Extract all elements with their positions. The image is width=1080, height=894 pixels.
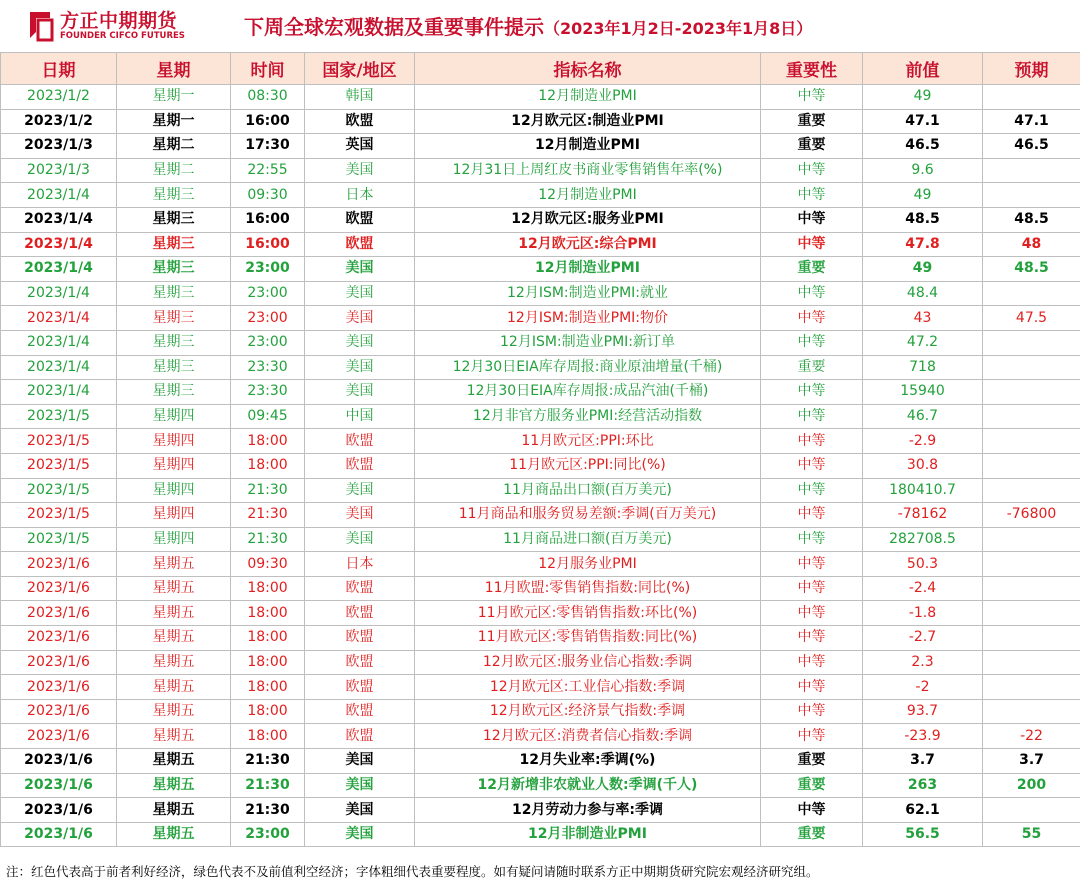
previous-value-cell: 49 bbox=[863, 257, 983, 282]
table-header-row bbox=[1, 53, 1080, 85]
time-cell: 18:00 bbox=[231, 576, 305, 601]
indicator-cell: 12月制造业PMI bbox=[415, 85, 761, 110]
weekday-cell: 星期五 bbox=[117, 576, 231, 601]
previous-value-cell: -2.7 bbox=[863, 626, 983, 651]
table-row bbox=[1, 257, 1080, 282]
previous-value-cell: 30.8 bbox=[863, 453, 983, 478]
indicator-cell: 12月欧元区:综合PMI bbox=[415, 232, 761, 257]
date-cell: 2023/1/2 bbox=[1, 85, 117, 110]
region-cell: 美国 bbox=[305, 330, 415, 355]
weekday-cell: 星期五 bbox=[117, 601, 231, 626]
forecast-value-cell bbox=[983, 183, 1080, 208]
region-cell: 日本 bbox=[305, 183, 415, 208]
region-cell: 美国 bbox=[305, 503, 415, 528]
previous-value-cell: 43 bbox=[863, 306, 983, 331]
region-cell: 欧盟 bbox=[305, 626, 415, 651]
importance-cell: 中等 bbox=[761, 85, 863, 110]
indicator-cell: 12月31日上周红皮书商业零售销售年率(%) bbox=[415, 158, 761, 183]
table-row bbox=[1, 822, 1080, 847]
forecast-value-cell: 48.5 bbox=[983, 257, 1080, 282]
founder-logo-icon bbox=[28, 8, 54, 42]
indicator-cell: 12月欧元区:制造业PMI bbox=[415, 109, 761, 134]
col-header-date: 日期 bbox=[1, 53, 117, 85]
forecast-value-cell bbox=[983, 453, 1080, 478]
weekday-cell: 星期四 bbox=[117, 404, 231, 429]
importance-cell: 中等 bbox=[761, 158, 863, 183]
forecast-value-cell bbox=[983, 380, 1080, 405]
importance-cell: 中等 bbox=[761, 330, 863, 355]
forecast-value-cell bbox=[983, 650, 1080, 675]
date-cell: 2023/1/5 bbox=[1, 503, 117, 528]
time-cell: 21:30 bbox=[231, 478, 305, 503]
previous-value-cell: -78162 bbox=[863, 503, 983, 528]
date-cell: 2023/1/4 bbox=[1, 330, 117, 355]
date-cell: 2023/1/6 bbox=[1, 626, 117, 651]
indicator-cell: 12月非制造业PMI bbox=[415, 822, 761, 847]
forecast-value-cell bbox=[983, 576, 1080, 601]
importance-cell: 中等 bbox=[761, 798, 863, 823]
indicator-cell: 11月商品出口额(百万美元) bbox=[415, 478, 761, 503]
importance-cell: 中等 bbox=[761, 306, 863, 331]
indicator-cell: 12月制造业PMI bbox=[415, 257, 761, 282]
indicator-cell: 12月制造业PMI bbox=[415, 134, 761, 159]
time-cell: 16:00 bbox=[231, 207, 305, 232]
forecast-value-cell: 46.5 bbox=[983, 134, 1080, 159]
forecast-value-cell bbox=[983, 675, 1080, 700]
previous-value-cell: 93.7 bbox=[863, 699, 983, 724]
previous-value-cell: -1.8 bbox=[863, 601, 983, 626]
date-cell: 2023/1/3 bbox=[1, 158, 117, 183]
date-cell: 2023/1/6 bbox=[1, 650, 117, 675]
region-cell: 欧盟 bbox=[305, 699, 415, 724]
time-cell: 21:30 bbox=[231, 749, 305, 774]
importance-cell: 中等 bbox=[761, 724, 863, 749]
table-row bbox=[1, 478, 1080, 503]
importance-cell: 中等 bbox=[761, 183, 863, 208]
indicator-cell: 11月商品和服务贸易差额:季调(百万美元) bbox=[415, 503, 761, 528]
table-row bbox=[1, 158, 1080, 183]
time-cell: 09:45 bbox=[231, 404, 305, 429]
previous-value-cell: 2.3 bbox=[863, 650, 983, 675]
region-cell: 韩国 bbox=[305, 85, 415, 110]
date-cell: 2023/1/4 bbox=[1, 306, 117, 331]
indicator-cell: 12月30日EIA库存周报:商业原油增量(千桶) bbox=[415, 355, 761, 380]
weekday-cell: 星期一 bbox=[117, 85, 231, 110]
table-row bbox=[1, 330, 1080, 355]
time-cell: 21:30 bbox=[231, 773, 305, 798]
region-cell: 欧盟 bbox=[305, 453, 415, 478]
indicator-cell: 11月商品进口额(百万美元) bbox=[415, 527, 761, 552]
importance-cell: 中等 bbox=[761, 453, 863, 478]
importance-cell: 中等 bbox=[761, 552, 863, 577]
previous-value-cell: 49 bbox=[863, 183, 983, 208]
events-table bbox=[0, 52, 1080, 847]
previous-value-cell: 48.5 bbox=[863, 207, 983, 232]
previous-value-cell: 46.5 bbox=[863, 134, 983, 159]
date-cell: 2023/1/4 bbox=[1, 380, 117, 405]
indicator-cell: 11月欧元区:PPI:环比 bbox=[415, 429, 761, 454]
weekday-cell: 星期五 bbox=[117, 798, 231, 823]
table-row bbox=[1, 650, 1080, 675]
date-cell: 2023/1/2 bbox=[1, 109, 117, 134]
importance-cell: 中等 bbox=[761, 380, 863, 405]
forecast-value-cell: 3.7 bbox=[983, 749, 1080, 774]
indicator-cell: 12月欧元区:经济景气指数:季调 bbox=[415, 699, 761, 724]
weekday-cell: 星期五 bbox=[117, 626, 231, 651]
date-cell: 2023/1/4 bbox=[1, 232, 117, 257]
importance-cell: 重要 bbox=[761, 109, 863, 134]
indicator-cell: 12月30日EIA库存周报:成品汽油(千桶) bbox=[415, 380, 761, 405]
forecast-value-cell: -76800 bbox=[983, 503, 1080, 528]
forecast-value-cell: 48.5 bbox=[983, 207, 1080, 232]
indicator-cell: 12月非官方服务业PMI:经营活动指数 bbox=[415, 404, 761, 429]
indicator-cell: 12月失业率:季调(%) bbox=[415, 749, 761, 774]
table-row bbox=[1, 576, 1080, 601]
header bbox=[0, 0, 1080, 52]
forecast-value-cell bbox=[983, 699, 1080, 724]
table-row bbox=[1, 355, 1080, 380]
indicator-cell: 12月服务业PMI bbox=[415, 552, 761, 577]
weekday-cell: 星期三 bbox=[117, 330, 231, 355]
weekday-cell: 星期三 bbox=[117, 281, 231, 306]
forecast-value-cell bbox=[983, 626, 1080, 651]
col-header-weekday: 星期 bbox=[117, 53, 231, 85]
table-row bbox=[1, 601, 1080, 626]
date-cell: 2023/1/6 bbox=[1, 576, 117, 601]
previous-value-cell: 9.6 bbox=[863, 158, 983, 183]
col-header-previous: 前值 bbox=[863, 53, 983, 85]
indicator-cell: 12月欧元区:消费者信心指数:季调 bbox=[415, 724, 761, 749]
table-row bbox=[1, 183, 1080, 208]
time-cell: 17:30 bbox=[231, 134, 305, 159]
time-cell: 18:00 bbox=[231, 650, 305, 675]
region-cell: 欧盟 bbox=[305, 109, 415, 134]
forecast-value-cell bbox=[983, 429, 1080, 454]
time-cell: 23:30 bbox=[231, 355, 305, 380]
time-cell: 22:55 bbox=[231, 158, 305, 183]
date-cell: 2023/1/5 bbox=[1, 478, 117, 503]
importance-cell: 中等 bbox=[761, 601, 863, 626]
date-cell: 2023/1/4 bbox=[1, 281, 117, 306]
weekday-cell: 星期三 bbox=[117, 257, 231, 282]
weekday-cell: 星期三 bbox=[117, 306, 231, 331]
date-cell: 2023/1/5 bbox=[1, 404, 117, 429]
weekday-cell: 星期五 bbox=[117, 724, 231, 749]
importance-cell: 中等 bbox=[761, 207, 863, 232]
weekday-cell: 星期五 bbox=[117, 552, 231, 577]
importance-cell: 中等 bbox=[761, 527, 863, 552]
date-cell: 2023/1/6 bbox=[1, 773, 117, 798]
brand-logo bbox=[28, 6, 188, 46]
time-cell: 23:00 bbox=[231, 257, 305, 282]
date-cell: 2023/1/6 bbox=[1, 822, 117, 847]
indicator-cell: 11月欧元区:零售销售指数:环比(%) bbox=[415, 601, 761, 626]
table-row bbox=[1, 306, 1080, 331]
region-cell: 欧盟 bbox=[305, 232, 415, 257]
region-cell: 欧盟 bbox=[305, 429, 415, 454]
time-cell: 23:30 bbox=[231, 380, 305, 405]
forecast-value-cell bbox=[983, 478, 1080, 503]
forecast-value-cell bbox=[983, 527, 1080, 552]
region-cell: 美国 bbox=[305, 478, 415, 503]
forecast-value-cell: 55 bbox=[983, 822, 1080, 847]
previous-value-cell: -2 bbox=[863, 675, 983, 700]
footnote: 注：红色代表高于前者利好经济，绿色代表不及前值利空经济；字体粗细代表重要程度。如有疑问请随时联系方正中期期货研究院宏观经济研究组。 bbox=[6, 864, 819, 879]
time-cell: 18:00 bbox=[231, 626, 305, 651]
date-cell: 2023/1/6 bbox=[1, 675, 117, 700]
importance-cell: 中等 bbox=[761, 478, 863, 503]
region-cell: 美国 bbox=[305, 306, 415, 331]
time-cell: 23:00 bbox=[231, 330, 305, 355]
weekday-cell: 星期四 bbox=[117, 503, 231, 528]
weekday-cell: 星期三 bbox=[117, 232, 231, 257]
table-row bbox=[1, 232, 1080, 257]
weekday-cell: 星期五 bbox=[117, 749, 231, 774]
time-cell: 16:00 bbox=[231, 109, 305, 134]
forecast-value-cell: 48 bbox=[983, 232, 1080, 257]
forecast-value-cell: -22 bbox=[983, 724, 1080, 749]
previous-value-cell: -23.9 bbox=[863, 724, 983, 749]
col-header-forecast: 预期 bbox=[983, 53, 1080, 85]
region-cell: 美国 bbox=[305, 527, 415, 552]
time-cell: 09:30 bbox=[231, 183, 305, 208]
time-cell: 21:30 bbox=[231, 503, 305, 528]
weekday-cell: 星期二 bbox=[117, 134, 231, 159]
importance-cell: 重要 bbox=[761, 822, 863, 847]
table-row bbox=[1, 134, 1080, 159]
previous-value-cell: 49 bbox=[863, 85, 983, 110]
table-row bbox=[1, 85, 1080, 110]
weekday-cell: 星期四 bbox=[117, 527, 231, 552]
region-cell: 欧盟 bbox=[305, 601, 415, 626]
previous-value-cell: 46.7 bbox=[863, 404, 983, 429]
time-cell: 18:00 bbox=[231, 453, 305, 478]
region-cell: 美国 bbox=[305, 822, 415, 847]
time-cell: 18:00 bbox=[231, 675, 305, 700]
table-row bbox=[1, 626, 1080, 651]
importance-cell: 中等 bbox=[761, 576, 863, 601]
weekday-cell: 星期五 bbox=[117, 699, 231, 724]
weekday-cell: 星期五 bbox=[117, 773, 231, 798]
importance-cell: 中等 bbox=[761, 503, 863, 528]
col-header-importance: 重要性 bbox=[761, 53, 863, 85]
importance-cell: 重要 bbox=[761, 257, 863, 282]
weekday-cell: 星期五 bbox=[117, 822, 231, 847]
weekday-cell: 星期三 bbox=[117, 207, 231, 232]
forecast-value-cell bbox=[983, 158, 1080, 183]
table-row bbox=[1, 281, 1080, 306]
date-cell: 2023/1/6 bbox=[1, 798, 117, 823]
importance-cell: 中等 bbox=[761, 699, 863, 724]
indicator-cell: 11月欧盟:零售销售指数:同比(%) bbox=[415, 576, 761, 601]
table-row bbox=[1, 207, 1080, 232]
date-cell: 2023/1/5 bbox=[1, 453, 117, 478]
forecast-value-cell: 200 bbox=[983, 773, 1080, 798]
region-cell: 欧盟 bbox=[305, 207, 415, 232]
page-title bbox=[244, 11, 812, 40]
indicator-cell: 12月ISM:制造业PMI:就业 bbox=[415, 281, 761, 306]
date-cell: 2023/1/4 bbox=[1, 207, 117, 232]
weekday-cell: 星期三 bbox=[117, 355, 231, 380]
previous-value-cell: 15940 bbox=[863, 380, 983, 405]
date-cell: 2023/1/6 bbox=[1, 552, 117, 577]
table-row bbox=[1, 749, 1080, 774]
col-header-region: 国家/地区 bbox=[305, 53, 415, 85]
table-row bbox=[1, 699, 1080, 724]
region-cell: 中国 bbox=[305, 404, 415, 429]
previous-value-cell: 263 bbox=[863, 773, 983, 798]
indicator-cell: 12月ISM:制造业PMI:物价 bbox=[415, 306, 761, 331]
previous-value-cell: -2.9 bbox=[863, 429, 983, 454]
weekday-cell: 星期一 bbox=[117, 109, 231, 134]
importance-cell: 中等 bbox=[761, 232, 863, 257]
table-row bbox=[1, 109, 1080, 134]
region-cell: 美国 bbox=[305, 281, 415, 306]
forecast-value-cell bbox=[983, 601, 1080, 626]
forecast-value-cell: 47.5 bbox=[983, 306, 1080, 331]
indicator-cell: 12月新增非农就业人数:季调(千人) bbox=[415, 773, 761, 798]
weekday-cell: 星期四 bbox=[117, 429, 231, 454]
table-row bbox=[1, 429, 1080, 454]
table-row bbox=[1, 798, 1080, 823]
time-cell: 18:00 bbox=[231, 724, 305, 749]
weekday-cell: 星期四 bbox=[117, 453, 231, 478]
time-cell: 18:00 bbox=[231, 429, 305, 454]
region-cell: 美国 bbox=[305, 257, 415, 282]
col-header-time: 时间 bbox=[231, 53, 305, 85]
weekday-cell: 星期五 bbox=[117, 675, 231, 700]
table-row bbox=[1, 527, 1080, 552]
time-cell: 21:30 bbox=[231, 527, 305, 552]
previous-value-cell: -2.4 bbox=[863, 576, 983, 601]
forecast-value-cell bbox=[983, 355, 1080, 380]
previous-value-cell: 48.4 bbox=[863, 281, 983, 306]
importance-cell: 中等 bbox=[761, 675, 863, 700]
time-cell: 18:00 bbox=[231, 699, 305, 724]
date-cell: 2023/1/6 bbox=[1, 749, 117, 774]
time-cell: 23:00 bbox=[231, 281, 305, 306]
date-cell: 2023/1/5 bbox=[1, 429, 117, 454]
indicator-cell: 12月欧元区:服务业PMI bbox=[415, 207, 761, 232]
region-cell: 欧盟 bbox=[305, 675, 415, 700]
forecast-value-cell bbox=[983, 552, 1080, 577]
table-row bbox=[1, 453, 1080, 478]
date-cell: 2023/1/3 bbox=[1, 134, 117, 159]
forecast-value-cell bbox=[983, 85, 1080, 110]
title-main: 下周全球宏观数据及重要事件提示 bbox=[244, 15, 544, 39]
importance-cell: 中等 bbox=[761, 429, 863, 454]
indicator-cell: 11月欧元区:PPI:同比(%) bbox=[415, 453, 761, 478]
weekday-cell: 星期四 bbox=[117, 478, 231, 503]
date-cell: 2023/1/4 bbox=[1, 183, 117, 208]
forecast-value-cell bbox=[983, 798, 1080, 823]
table-body bbox=[1, 85, 1080, 847]
date-cell: 2023/1/4 bbox=[1, 355, 117, 380]
time-cell: 18:00 bbox=[231, 601, 305, 626]
forecast-value-cell: 47.1 bbox=[983, 109, 1080, 134]
time-cell: 23:00 bbox=[231, 306, 305, 331]
previous-value-cell: 62.1 bbox=[863, 798, 983, 823]
previous-value-cell: 718 bbox=[863, 355, 983, 380]
importance-cell: 中等 bbox=[761, 650, 863, 675]
previous-value-cell: 3.7 bbox=[863, 749, 983, 774]
region-cell: 日本 bbox=[305, 552, 415, 577]
region-cell: 美国 bbox=[305, 798, 415, 823]
forecast-value-cell bbox=[983, 330, 1080, 355]
time-cell: 21:30 bbox=[231, 798, 305, 823]
title-date-range: （2023年1月2日-2023年1月8日） bbox=[544, 19, 813, 38]
table-row bbox=[1, 773, 1080, 798]
region-cell: 欧盟 bbox=[305, 576, 415, 601]
indicator-cell: 12月欧元区:工业信心指数:季调 bbox=[415, 675, 761, 700]
weekday-cell: 星期三 bbox=[117, 183, 231, 208]
previous-value-cell: 47.8 bbox=[863, 232, 983, 257]
table-row bbox=[1, 675, 1080, 700]
region-cell: 美国 bbox=[305, 380, 415, 405]
weekday-cell: 星期五 bbox=[117, 650, 231, 675]
time-cell: 09:30 bbox=[231, 552, 305, 577]
table-row bbox=[1, 404, 1080, 429]
region-cell: 美国 bbox=[305, 158, 415, 183]
date-cell: 2023/1/6 bbox=[1, 724, 117, 749]
importance-cell: 重要 bbox=[761, 134, 863, 159]
previous-value-cell: 47.2 bbox=[863, 330, 983, 355]
importance-cell: 重要 bbox=[761, 749, 863, 774]
region-cell: 美国 bbox=[305, 773, 415, 798]
date-cell: 2023/1/5 bbox=[1, 527, 117, 552]
indicator-cell: 12月欧元区:服务业信心指数:季调 bbox=[415, 650, 761, 675]
forecast-value-cell bbox=[983, 404, 1080, 429]
region-cell: 美国 bbox=[305, 355, 415, 380]
forecast-value-cell bbox=[983, 281, 1080, 306]
importance-cell: 中等 bbox=[761, 626, 863, 651]
region-cell: 英国 bbox=[305, 134, 415, 159]
previous-value-cell: 282708.5 bbox=[863, 527, 983, 552]
table-row bbox=[1, 724, 1080, 749]
indicator-cell: 12月制造业PMI bbox=[415, 183, 761, 208]
importance-cell: 中等 bbox=[761, 404, 863, 429]
indicator-cell: 12月劳动力参与率:季调 bbox=[415, 798, 761, 823]
date-cell: 2023/1/4 bbox=[1, 257, 117, 282]
brand-name-cn: 方正中期期货 bbox=[60, 10, 178, 32]
table-row bbox=[1, 503, 1080, 528]
importance-cell: 重要 bbox=[761, 355, 863, 380]
date-cell: 2023/1/6 bbox=[1, 601, 117, 626]
importance-cell: 重要 bbox=[761, 773, 863, 798]
region-cell: 欧盟 bbox=[305, 650, 415, 675]
time-cell: 08:30 bbox=[231, 85, 305, 110]
region-cell: 美国 bbox=[305, 749, 415, 774]
weekday-cell: 星期三 bbox=[117, 380, 231, 405]
weekday-cell: 星期二 bbox=[117, 158, 231, 183]
time-cell: 23:00 bbox=[231, 822, 305, 847]
previous-value-cell: 56.5 bbox=[863, 822, 983, 847]
table-row bbox=[1, 380, 1080, 405]
date-cell: 2023/1/6 bbox=[1, 699, 117, 724]
indicator-cell: 11月欧元区:零售销售指数:同比(%) bbox=[415, 626, 761, 651]
col-header-indicator: 指标名称 bbox=[415, 53, 761, 85]
importance-cell: 中等 bbox=[761, 281, 863, 306]
table-row bbox=[1, 552, 1080, 577]
region-cell: 欧盟 bbox=[305, 724, 415, 749]
previous-value-cell: 50.3 bbox=[863, 552, 983, 577]
previous-value-cell: 47.1 bbox=[863, 109, 983, 134]
previous-value-cell: 180410.7 bbox=[863, 478, 983, 503]
brand-name-en: FOUNDER CIFCO FUTURES bbox=[60, 31, 185, 41]
time-cell: 16:00 bbox=[231, 232, 305, 257]
indicator-cell: 12月ISM:制造业PMI:新订单 bbox=[415, 330, 761, 355]
